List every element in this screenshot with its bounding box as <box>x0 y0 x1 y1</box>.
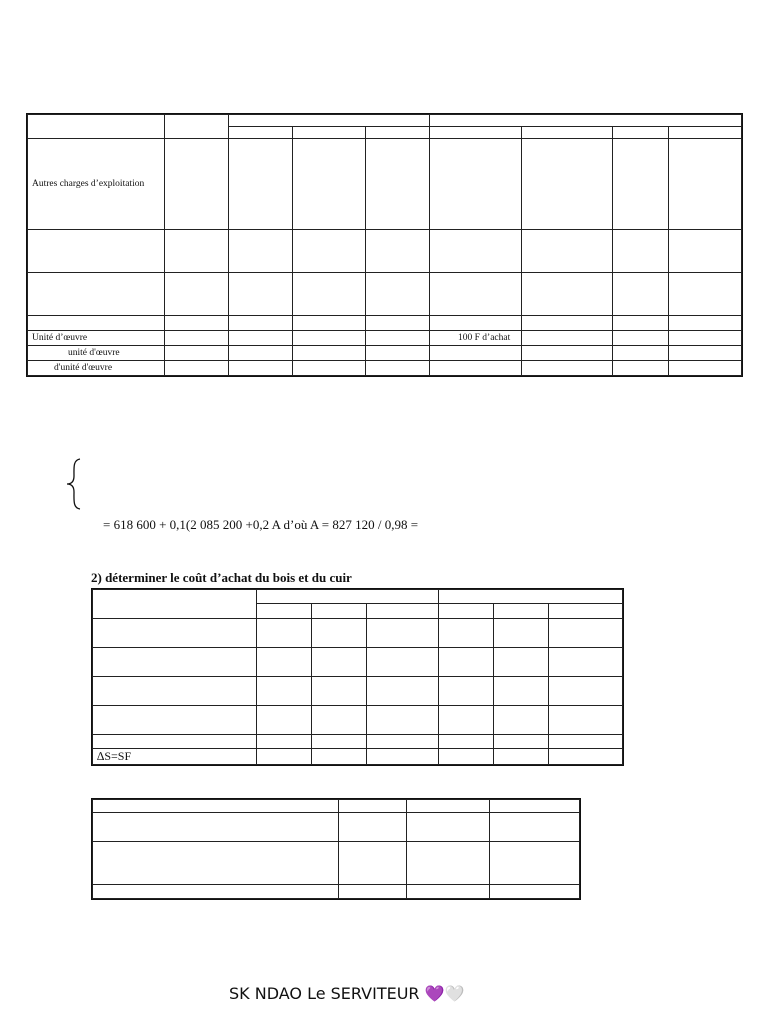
table-row <box>28 139 742 230</box>
table-row <box>28 316 742 331</box>
table-row <box>28 273 742 316</box>
equation-line: = 618 600 + 0,1(2 085 200 +0,2 A d’où A = 827 120 / 0,98 = <box>103 517 419 532</box>
cell-achat-base: 100 F d’achat <box>430 331 522 346</box>
table-row <box>93 677 623 706</box>
row-label-delta-s: ∆S=SF <box>93 749 257 765</box>
cout-achat-table <box>92 589 623 765</box>
header-row <box>93 800 580 813</box>
table-row <box>93 735 623 749</box>
table-row <box>28 230 742 273</box>
table-row <box>93 885 580 899</box>
curly-brace-icon <box>66 458 84 510</box>
table-row <box>93 749 623 765</box>
row-label-autres-charges: Autres charges d’exploitation <box>28 139 165 230</box>
header-row-1 <box>93 590 623 604</box>
table-row <box>28 361 742 376</box>
header-row-1 <box>28 115 742 127</box>
footer-text: SK NDAO Le SERVITEUR <box>229 984 420 1003</box>
row-label-unite-oeuvre: Unité d’œuvre <box>28 331 165 346</box>
table-row <box>93 648 623 677</box>
row-label-cout-unite-oeuvre: d'unité d'œuvre <box>28 361 165 376</box>
table-row <box>28 331 742 346</box>
summary-table <box>92 799 580 899</box>
table-row <box>93 842 580 885</box>
table-row <box>93 619 623 648</box>
table-row <box>93 706 623 735</box>
row-label-nb-unite-oeuvre: unité d'œuvre <box>28 346 165 361</box>
table-row <box>28 346 742 361</box>
footer-signature <box>229 984 464 1003</box>
section-title: 2) déterminer le coût d’achat du bois et du cuir <box>91 570 352 585</box>
table-row <box>93 813 580 842</box>
charges-distribution-table <box>27 114 742 376</box>
heart-icon: 💜🤍 <box>424 984 465 1003</box>
